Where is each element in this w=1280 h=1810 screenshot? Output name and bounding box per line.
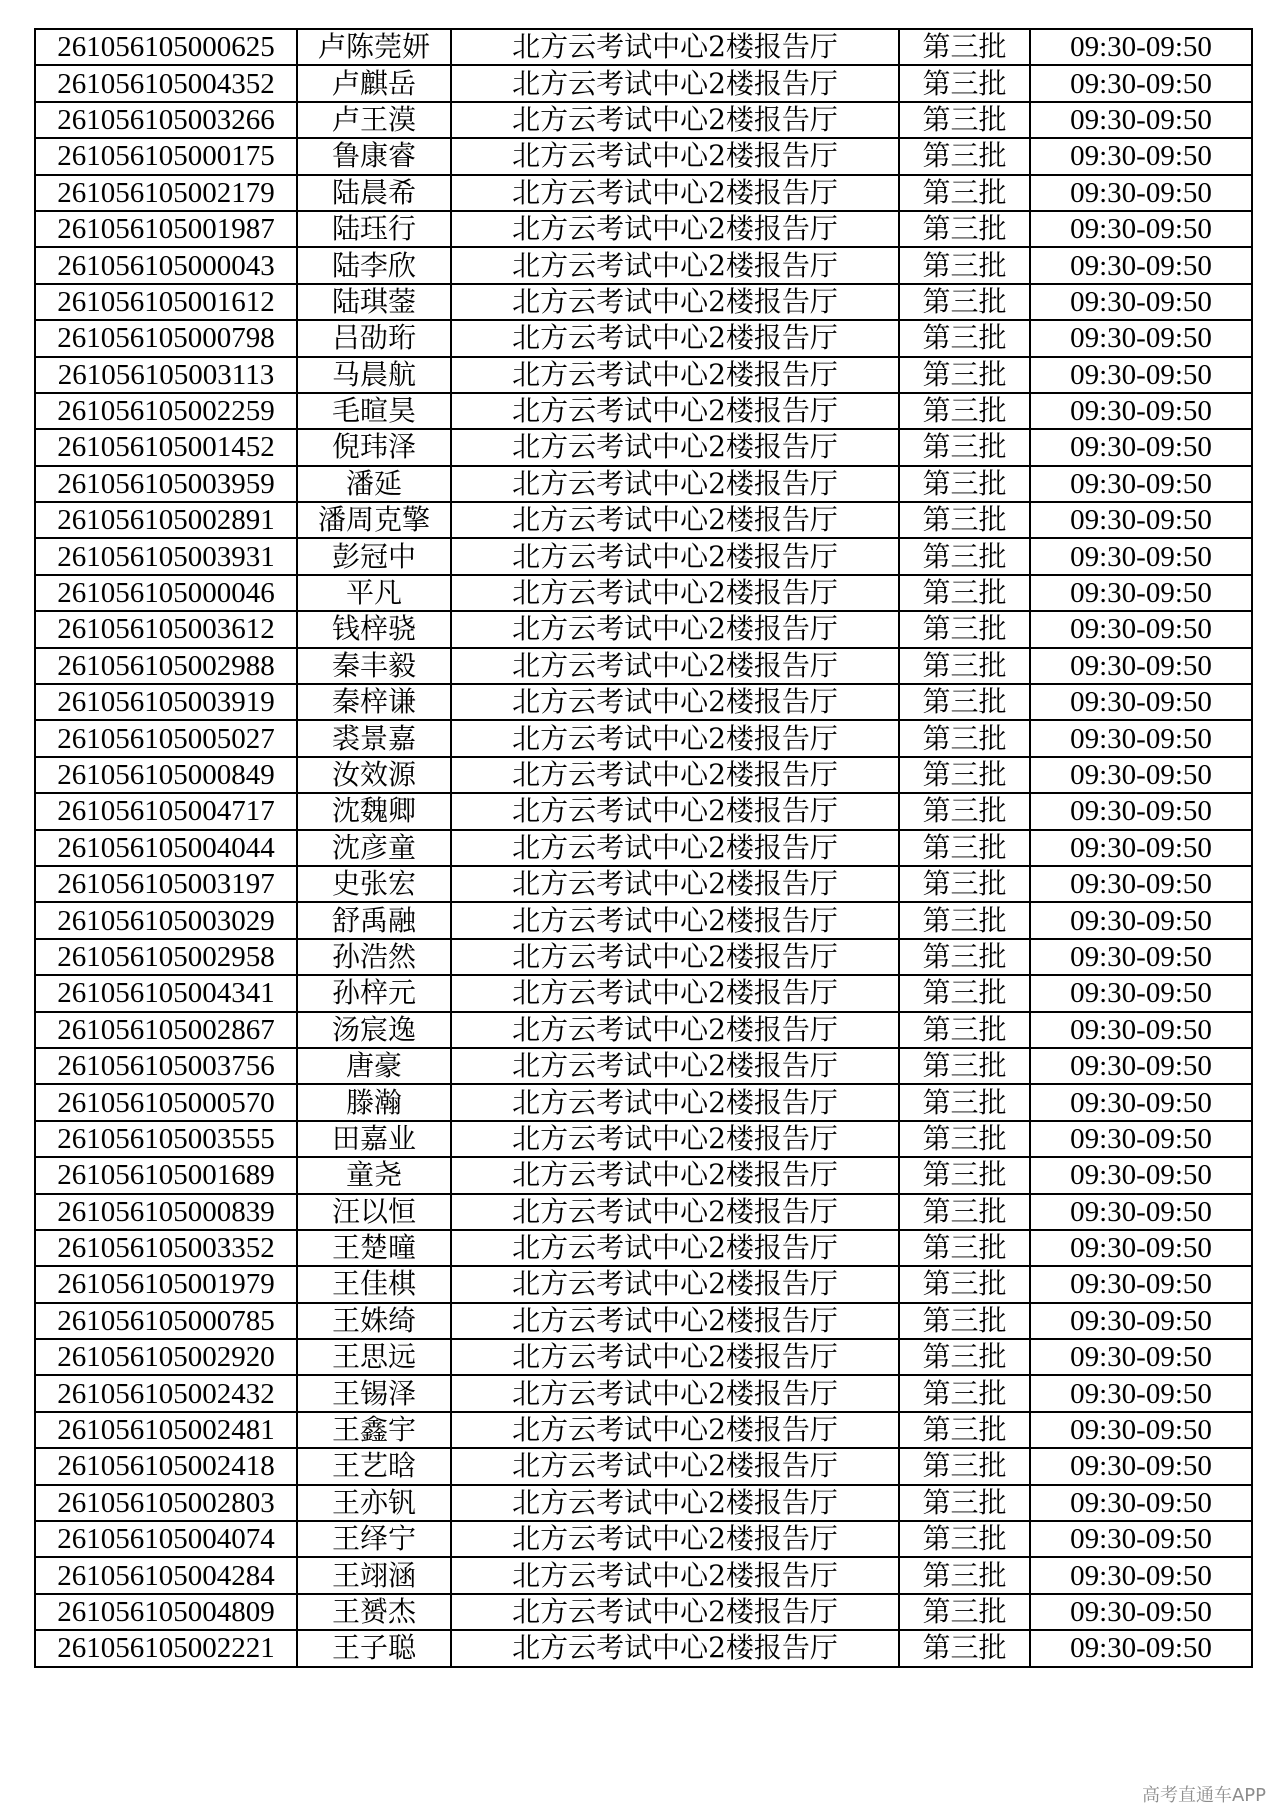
candidate-name-cell: 王子聪 — [297, 1630, 451, 1666]
time-slot-cell: 09:30-09:50 — [1030, 29, 1252, 65]
table-row — [35, 502, 1252, 538]
batch-cell: 第三批 — [899, 902, 1030, 938]
table-row — [35, 611, 1252, 647]
table-row — [35, 1557, 1252, 1593]
time-slot-cell: 09:30-09:50 — [1030, 648, 1252, 684]
exam-id-cell: 261056105001689 — [35, 1157, 297, 1193]
table-row — [35, 1194, 1252, 1230]
venue-cell: 北方云考试中心2楼报告厅 — [451, 611, 899, 647]
batch-cell: 第三批 — [899, 1630, 1030, 1666]
venue-cell: 北方云考试中心2楼报告厅 — [451, 1194, 899, 1230]
time-slot-cell: 09:30-09:50 — [1030, 1594, 1252, 1630]
time-slot-cell: 09:30-09:50 — [1030, 357, 1252, 393]
candidate-name-cell: 史张宏 — [297, 866, 451, 902]
batch-cell: 第三批 — [899, 538, 1030, 574]
table-row — [35, 684, 1252, 720]
venue-cell: 北方云考试中心2楼报告厅 — [451, 1448, 899, 1484]
venue-cell: 北方云考试中心2楼报告厅 — [451, 575, 899, 611]
venue-cell: 北方云考试中心2楼报告厅 — [451, 1557, 899, 1593]
venue-cell: 北方云考试中心2楼报告厅 — [451, 1412, 899, 1448]
batch-cell: 第三批 — [899, 684, 1030, 720]
batch-cell: 第三批 — [899, 575, 1030, 611]
time-slot-cell: 09:30-09:50 — [1030, 1521, 1252, 1557]
table-row — [35, 393, 1252, 429]
exam-id-cell: 261056105000175 — [35, 138, 297, 174]
exam-id-cell: 261056105002259 — [35, 393, 297, 429]
candidate-name-cell: 王鑫宇 — [297, 1412, 451, 1448]
table-row — [35, 320, 1252, 356]
venue-cell: 北方云考试中心2楼报告厅 — [451, 357, 899, 393]
exam-id-cell: 261056105003113 — [35, 357, 297, 393]
batch-cell: 第三批 — [899, 1448, 1030, 1484]
exam-id-cell: 261056105001612 — [35, 284, 297, 320]
batch-cell: 第三批 — [899, 247, 1030, 283]
exam-id-cell: 261056105003919 — [35, 684, 297, 720]
exam-id-cell: 261056105003756 — [35, 1048, 297, 1084]
batch-cell: 第三批 — [899, 1521, 1030, 1557]
time-slot-cell: 09:30-09:50 — [1030, 1375, 1252, 1411]
time-slot-cell: 09:30-09:50 — [1030, 466, 1252, 502]
venue-cell: 北方云考试中心2楼报告厅 — [451, 29, 899, 65]
venue-cell: 北方云考试中心2楼报告厅 — [451, 211, 899, 247]
time-slot-cell: 09:30-09:50 — [1030, 1339, 1252, 1375]
batch-cell: 第三批 — [899, 720, 1030, 756]
batch-cell: 第三批 — [899, 793, 1030, 829]
exam-id-cell: 261056105004352 — [35, 65, 297, 101]
exam-id-cell: 261056105001452 — [35, 429, 297, 465]
candidate-name-cell: 裘景嘉 — [297, 720, 451, 756]
table-row — [35, 720, 1252, 756]
exam-id-cell: 261056105000785 — [35, 1303, 297, 1339]
table-row — [35, 648, 1252, 684]
table-row — [35, 757, 1252, 793]
time-slot-cell: 09:30-09:50 — [1030, 902, 1252, 938]
batch-cell: 第三批 — [899, 939, 1030, 975]
candidate-name-cell: 沈彦童 — [297, 830, 451, 866]
exam-id-cell: 261056105004341 — [35, 975, 297, 1011]
candidate-name-cell: 王亦钒 — [297, 1485, 451, 1521]
batch-cell: 第三批 — [899, 1084, 1030, 1120]
time-slot-cell: 09:30-09:50 — [1030, 757, 1252, 793]
exam-id-cell: 261056105004044 — [35, 830, 297, 866]
table-row — [35, 1266, 1252, 1302]
batch-cell: 第三批 — [899, 429, 1030, 465]
venue-cell: 北方云考试中心2楼报告厅 — [451, 684, 899, 720]
time-slot-cell: 09:30-09:50 — [1030, 830, 1252, 866]
time-slot-cell: 09:30-09:50 — [1030, 975, 1252, 1011]
time-slot-cell: 09:30-09:50 — [1030, 538, 1252, 574]
batch-cell: 第三批 — [899, 1594, 1030, 1630]
table-row — [35, 1630, 1252, 1666]
venue-cell: 北方云考试中心2楼报告厅 — [451, 1048, 899, 1084]
table-row — [35, 975, 1252, 1011]
batch-cell: 第三批 — [899, 502, 1030, 538]
candidate-name-cell: 唐豪 — [297, 1048, 451, 1084]
table-row — [35, 138, 1252, 174]
batch-cell: 第三批 — [899, 1194, 1030, 1230]
time-slot-cell: 09:30-09:50 — [1030, 1084, 1252, 1120]
table-row — [35, 1521, 1252, 1557]
venue-cell: 北方云考试中心2楼报告厅 — [451, 793, 899, 829]
exam-id-cell: 261056105003959 — [35, 466, 297, 502]
candidate-name-cell: 汤宸逸 — [297, 1012, 451, 1048]
batch-cell: 第三批 — [899, 1121, 1030, 1157]
time-slot-cell: 09:30-09:50 — [1030, 284, 1252, 320]
schedule-sheet — [34, 28, 1251, 1668]
time-slot-cell: 09:30-09:50 — [1030, 1048, 1252, 1084]
batch-cell: 第三批 — [899, 1485, 1030, 1521]
candidate-name-cell: 王锡泽 — [297, 1375, 451, 1411]
exam-id-cell: 261056105002179 — [35, 175, 297, 211]
table-row — [35, 1339, 1252, 1375]
exam-id-cell: 261056105004284 — [35, 1557, 297, 1593]
exam-id-cell: 261056105002221 — [35, 1630, 297, 1666]
exam-id-cell: 261056105004074 — [35, 1521, 297, 1557]
exam-id-cell: 261056105003612 — [35, 611, 297, 647]
batch-cell: 第三批 — [899, 1375, 1030, 1411]
batch-cell: 第三批 — [899, 1557, 1030, 1593]
candidate-name-cell: 毛暄昊 — [297, 393, 451, 429]
exam-id-cell: 261056105002803 — [35, 1485, 297, 1521]
exam-id-cell: 261056105000839 — [35, 1194, 297, 1230]
candidate-name-cell: 汝效源 — [297, 757, 451, 793]
venue-cell: 北方云考试中心2楼报告厅 — [451, 1121, 899, 1157]
candidate-name-cell: 孙梓元 — [297, 975, 451, 1011]
venue-cell: 北方云考试中心2楼报告厅 — [451, 65, 899, 101]
exam-id-cell: 261056105000046 — [35, 575, 297, 611]
exam-id-cell: 261056105000043 — [35, 247, 297, 283]
candidate-name-cell: 卢麒岳 — [297, 65, 451, 101]
venue-cell: 北方云考试中心2楼报告厅 — [451, 1630, 899, 1666]
batch-cell: 第三批 — [899, 284, 1030, 320]
venue-cell: 北方云考试中心2楼报告厅 — [451, 1084, 899, 1120]
table-row — [35, 575, 1252, 611]
candidate-name-cell: 王姝绮 — [297, 1303, 451, 1339]
candidate-name-cell: 陆晨希 — [297, 175, 451, 211]
time-slot-cell: 09:30-09:50 — [1030, 102, 1252, 138]
batch-cell: 第三批 — [899, 29, 1030, 65]
batch-cell: 第三批 — [899, 1230, 1030, 1266]
batch-cell: 第三批 — [899, 357, 1030, 393]
venue-cell: 北方云考试中心2楼报告厅 — [451, 1303, 899, 1339]
exam-id-cell: 261056105002432 — [35, 1375, 297, 1411]
exam-id-cell: 261056105002418 — [35, 1448, 297, 1484]
table-row — [35, 1375, 1252, 1411]
table-body — [35, 29, 1252, 1667]
candidate-name-cell: 陆珏行 — [297, 211, 451, 247]
time-slot-cell: 09:30-09:50 — [1030, 1266, 1252, 1302]
batch-cell: 第三批 — [899, 757, 1030, 793]
venue-cell: 北方云考试中心2楼报告厅 — [451, 1230, 899, 1266]
batch-cell: 第三批 — [899, 393, 1030, 429]
table-row — [35, 1121, 1252, 1157]
time-slot-cell: 09:30-09:50 — [1030, 1412, 1252, 1448]
candidate-name-cell: 王赟杰 — [297, 1594, 451, 1630]
candidate-name-cell: 平凡 — [297, 575, 451, 611]
candidate-name-cell: 秦丰毅 — [297, 648, 451, 684]
exam-id-cell: 261056105002867 — [35, 1012, 297, 1048]
candidate-table — [34, 28, 1253, 1668]
venue-cell: 北方云考试中心2楼报告厅 — [451, 102, 899, 138]
venue-cell: 北方云考试中心2楼报告厅 — [451, 284, 899, 320]
batch-cell: 第三批 — [899, 1266, 1030, 1302]
exam-id-cell: 261056105002988 — [35, 648, 297, 684]
batch-cell: 第三批 — [899, 466, 1030, 502]
table-row — [35, 1012, 1252, 1048]
batch-cell: 第三批 — [899, 1048, 1030, 1084]
table-row — [35, 939, 1252, 975]
table-row — [35, 1084, 1252, 1120]
venue-cell: 北方云考试中心2楼报告厅 — [451, 757, 899, 793]
table-row — [35, 211, 1252, 247]
batch-cell: 第三批 — [899, 175, 1030, 211]
candidate-name-cell: 汪以恒 — [297, 1194, 451, 1230]
candidate-name-cell: 陆李欣 — [297, 247, 451, 283]
candidate-name-cell: 彭冠中 — [297, 538, 451, 574]
venue-cell: 北方云考试中心2楼报告厅 — [451, 1339, 899, 1375]
venue-cell: 北方云考试中心2楼报告厅 — [451, 1375, 899, 1411]
candidate-name-cell: 王思远 — [297, 1339, 451, 1375]
venue-cell: 北方云考试中心2楼报告厅 — [451, 866, 899, 902]
table-row — [35, 1303, 1252, 1339]
venue-cell: 北方云考试中心2楼报告厅 — [451, 648, 899, 684]
venue-cell: 北方云考试中心2楼报告厅 — [451, 975, 899, 1011]
table-row — [35, 65, 1252, 101]
venue-cell: 北方云考试中心2楼报告厅 — [451, 1266, 899, 1302]
time-slot-cell: 09:30-09:50 — [1030, 1448, 1252, 1484]
candidate-name-cell: 秦梓谦 — [297, 684, 451, 720]
exam-id-cell: 261056105004809 — [35, 1594, 297, 1630]
table-row — [35, 284, 1252, 320]
table-row — [35, 1485, 1252, 1521]
batch-cell: 第三批 — [899, 320, 1030, 356]
batch-cell: 第三批 — [899, 975, 1030, 1011]
exam-id-cell: 261056105003931 — [35, 538, 297, 574]
candidate-name-cell: 陆琪蓥 — [297, 284, 451, 320]
batch-cell: 第三批 — [899, 830, 1030, 866]
time-slot-cell: 09:30-09:50 — [1030, 65, 1252, 101]
candidate-name-cell: 吕劭珩 — [297, 320, 451, 356]
batch-cell: 第三批 — [899, 1412, 1030, 1448]
venue-cell: 北方云考试中心2楼报告厅 — [451, 138, 899, 174]
candidate-name-cell: 王佳棋 — [297, 1266, 451, 1302]
time-slot-cell: 09:30-09:50 — [1030, 1012, 1252, 1048]
exam-id-cell: 261056105003266 — [35, 102, 297, 138]
time-slot-cell: 09:30-09:50 — [1030, 720, 1252, 756]
exam-id-cell: 261056105004717 — [35, 793, 297, 829]
table-row — [35, 357, 1252, 393]
time-slot-cell: 09:30-09:50 — [1030, 575, 1252, 611]
table-row — [35, 866, 1252, 902]
table-row — [35, 902, 1252, 938]
batch-cell: 第三批 — [899, 102, 1030, 138]
candidate-name-cell: 孙浩然 — [297, 939, 451, 975]
candidate-name-cell: 王楚曈 — [297, 1230, 451, 1266]
venue-cell: 北方云考试中心2楼报告厅 — [451, 902, 899, 938]
candidate-name-cell: 钱梓骁 — [297, 611, 451, 647]
venue-cell: 北方云考试中心2楼报告厅 — [451, 429, 899, 465]
exam-id-cell: 261056105003352 — [35, 1230, 297, 1266]
time-slot-cell: 09:30-09:50 — [1030, 247, 1252, 283]
candidate-name-cell: 田嘉业 — [297, 1121, 451, 1157]
time-slot-cell: 09:30-09:50 — [1030, 138, 1252, 174]
venue-cell: 北方云考试中心2楼报告厅 — [451, 939, 899, 975]
candidate-name-cell: 王绎宁 — [297, 1521, 451, 1557]
venue-cell: 北方云考试中心2楼报告厅 — [451, 393, 899, 429]
candidate-name-cell: 舒禹融 — [297, 902, 451, 938]
table-row — [35, 1412, 1252, 1448]
venue-cell: 北方云考试中心2楼报告厅 — [451, 1012, 899, 1048]
exam-id-cell: 261056105002920 — [35, 1339, 297, 1375]
exam-id-cell: 261056105000625 — [35, 29, 297, 65]
table-row — [35, 29, 1252, 65]
table-row — [35, 1230, 1252, 1266]
batch-cell: 第三批 — [899, 866, 1030, 902]
exam-id-cell: 261056105001987 — [35, 211, 297, 247]
candidate-name-cell: 王翊涵 — [297, 1557, 451, 1593]
table-row — [35, 466, 1252, 502]
venue-cell: 北方云考试中心2楼报告厅 — [451, 1157, 899, 1193]
exam-id-cell: 261056105000849 — [35, 757, 297, 793]
candidate-name-cell: 潘延 — [297, 466, 451, 502]
candidate-name-cell: 王艺晗 — [297, 1448, 451, 1484]
exam-id-cell: 261056105003555 — [35, 1121, 297, 1157]
time-slot-cell: 09:30-09:50 — [1030, 1485, 1252, 1521]
candidate-name-cell: 卢王漠 — [297, 102, 451, 138]
watermark-text: 高考直通车APP — [1141, 1785, 1266, 1806]
table-row — [35, 102, 1252, 138]
candidate-name-cell: 马晨航 — [297, 357, 451, 393]
candidate-name-cell: 沈魏卿 — [297, 793, 451, 829]
table-row — [35, 1448, 1252, 1484]
time-slot-cell: 09:30-09:50 — [1030, 1230, 1252, 1266]
table-row — [35, 247, 1252, 283]
exam-id-cell: 261056105001979 — [35, 1266, 297, 1302]
batch-cell: 第三批 — [899, 1157, 1030, 1193]
exam-id-cell: 261056105003197 — [35, 866, 297, 902]
time-slot-cell: 09:30-09:50 — [1030, 611, 1252, 647]
table-row — [35, 175, 1252, 211]
batch-cell: 第三批 — [899, 611, 1030, 647]
exam-id-cell: 261056105002958 — [35, 939, 297, 975]
time-slot-cell: 09:30-09:50 — [1030, 866, 1252, 902]
batch-cell: 第三批 — [899, 138, 1030, 174]
time-slot-cell: 09:30-09:50 — [1030, 1630, 1252, 1666]
time-slot-cell: 09:30-09:50 — [1030, 939, 1252, 975]
exam-id-cell: 261056105003029 — [35, 902, 297, 938]
time-slot-cell: 09:30-09:50 — [1030, 1194, 1252, 1230]
exam-id-cell: 261056105002481 — [35, 1412, 297, 1448]
venue-cell: 北方云考试中心2楼报告厅 — [451, 320, 899, 356]
venue-cell: 北方云考试中心2楼报告厅 — [451, 830, 899, 866]
venue-cell: 北方云考试中心2楼报告厅 — [451, 538, 899, 574]
time-slot-cell: 09:30-09:50 — [1030, 393, 1252, 429]
time-slot-cell: 09:30-09:50 — [1030, 1303, 1252, 1339]
batch-cell: 第三批 — [899, 1012, 1030, 1048]
exam-id-cell: 261056105000798 — [35, 320, 297, 356]
batch-cell: 第三批 — [899, 65, 1030, 101]
batch-cell: 第三批 — [899, 1303, 1030, 1339]
candidate-name-cell: 童尧 — [297, 1157, 451, 1193]
venue-cell: 北方云考试中心2楼报告厅 — [451, 502, 899, 538]
time-slot-cell: 09:30-09:50 — [1030, 1121, 1252, 1157]
venue-cell: 北方云考试中心2楼报告厅 — [451, 720, 899, 756]
table-row — [35, 1048, 1252, 1084]
venue-cell: 北方云考试中心2楼报告厅 — [451, 247, 899, 283]
batch-cell: 第三批 — [899, 1339, 1030, 1375]
candidate-name-cell: 滕瀚 — [297, 1084, 451, 1120]
table-row — [35, 429, 1252, 465]
venue-cell: 北方云考试中心2楼报告厅 — [451, 1521, 899, 1557]
batch-cell: 第三批 — [899, 648, 1030, 684]
time-slot-cell: 09:30-09:50 — [1030, 211, 1252, 247]
exam-id-cell: 261056105000570 — [35, 1084, 297, 1120]
candidate-name-cell: 倪玮泽 — [297, 429, 451, 465]
candidate-name-cell: 卢陈莞妍 — [297, 29, 451, 65]
exam-id-cell: 261056105002891 — [35, 502, 297, 538]
table-row — [35, 1157, 1252, 1193]
table-row — [35, 793, 1252, 829]
time-slot-cell: 09:30-09:50 — [1030, 684, 1252, 720]
venue-cell: 北方云考试中心2楼报告厅 — [451, 1485, 899, 1521]
time-slot-cell: 09:30-09:50 — [1030, 175, 1252, 211]
candidate-name-cell: 鲁康睿 — [297, 138, 451, 174]
venue-cell: 北方云考试中心2楼报告厅 — [451, 1594, 899, 1630]
time-slot-cell: 09:30-09:50 — [1030, 320, 1252, 356]
venue-cell: 北方云考试中心2楼报告厅 — [451, 175, 899, 211]
table-row — [35, 830, 1252, 866]
venue-cell: 北方云考试中心2楼报告厅 — [451, 466, 899, 502]
table-row — [35, 538, 1252, 574]
time-slot-cell: 09:30-09:50 — [1030, 1557, 1252, 1593]
time-slot-cell: 09:30-09:50 — [1030, 1157, 1252, 1193]
candidate-name-cell: 潘周克擎 — [297, 502, 451, 538]
batch-cell: 第三批 — [899, 211, 1030, 247]
exam-id-cell: 261056105005027 — [35, 720, 297, 756]
time-slot-cell: 09:30-09:50 — [1030, 502, 1252, 538]
time-slot-cell: 09:30-09:50 — [1030, 793, 1252, 829]
time-slot-cell: 09:30-09:50 — [1030, 429, 1252, 465]
table-row — [35, 1594, 1252, 1630]
